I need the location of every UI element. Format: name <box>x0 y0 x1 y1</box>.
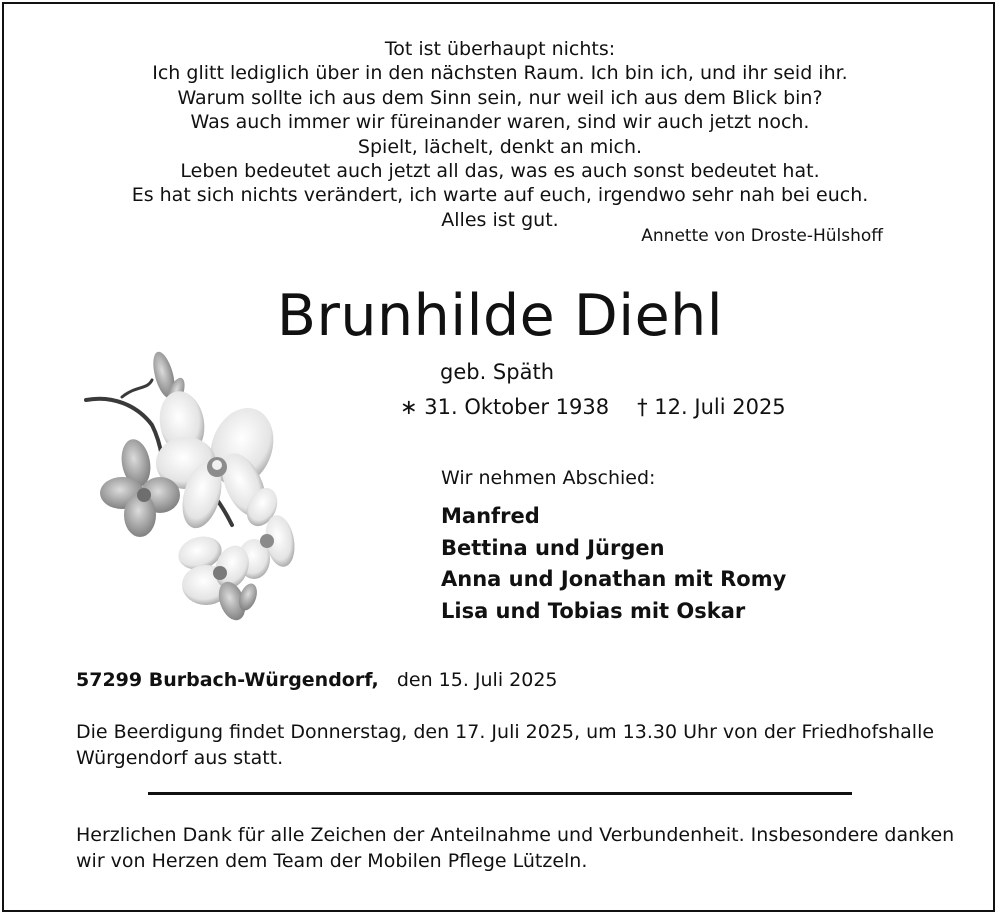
poem-line: Leben bedeutet auch jetzt all das, was es auch sonst bedeutet hat. <box>180 160 820 183</box>
death-date: † 12. Juli 2025 <box>637 395 786 419</box>
poem-line: Spielt, lächelt, denkt an mich. <box>357 135 643 158</box>
poem-line: Alles ist gut. <box>441 208 559 231</box>
poem-author: Annette von Droste-Hülshoff <box>641 226 883 246</box>
mourner-list <box>441 501 786 627</box>
poem <box>0 37 1000 232</box>
thanks-text: Herzlichen Dank für alle Zeichen der Anteilnahme und Verbundenheit. Insbesondere danken wir von Herzen dem Team der Mobilen Pflege Lützeln. <box>76 824 955 872</box>
mourner: Lisa und Tobias mit Oskar <box>441 598 746 623</box>
life-dates <box>400 395 786 419</box>
poem-line: Ich glitt lediglich über in den nächsten Raum. Ich bin ich, und ihr seid ihr. <box>152 62 848 85</box>
poem-line: Warum sollte ich aus dem Sinn sein, nur weil ich aus dem Blick bin? <box>177 86 823 109</box>
place-date-line <box>76 669 558 691</box>
poem-line: Es hat sich nichts verändert, ich warte auf euch, irgendwo sehr nah bei euch. <box>131 184 869 207</box>
notice-date: den 15. Juli 2025 <box>396 669 558 691</box>
funeral-info: Die Beerdigung findet Donnerstag, den 17. Juli 2025, um 13.30 Uhr von der Friedhofshalle Würgendorf aus statt. <box>76 721 935 769</box>
farewell-title: Wir nehmen Abschied: <box>441 467 656 489</box>
divider <box>148 792 852 795</box>
orchid-icon <box>82 345 302 625</box>
mourner: Manfred <box>441 504 540 528</box>
mourner: Bettina und Jürgen <box>441 535 665 560</box>
poem-line: Tot ist überhaupt nichts: <box>384 38 616 60</box>
deceased-name: Brunhilde Diehl <box>276 283 724 349</box>
place: 57299 Burbach-Würgendorf, <box>76 669 379 691</box>
birth-date: ∗ 31. Oktober 1938 <box>400 395 610 419</box>
mourner: Anna und Jonathan mit Romy <box>441 567 787 591</box>
maiden-name: geb. Späth <box>440 360 555 384</box>
poem-line: Was auch immer wir füreinander waren, sind wir auch jetzt noch. <box>190 111 810 134</box>
